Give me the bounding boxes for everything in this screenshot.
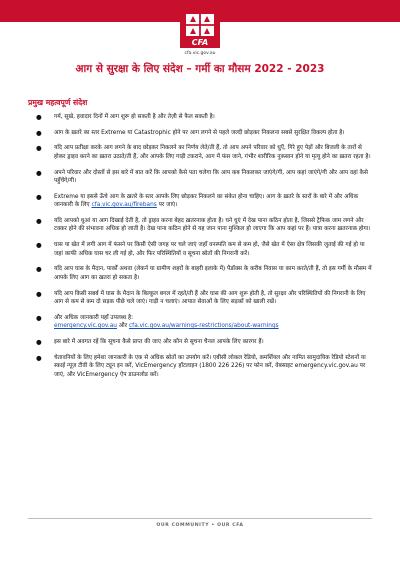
item-text: इस बारे में अवगत रहें कि सूचना कैसे प्राप्त की जाए और कौन से सूचना चैनल आपके लिए कारगर हैं। (54, 338, 264, 345)
footer-divider (28, 518, 372, 519)
list-item (28, 290, 373, 307)
list-item (28, 129, 373, 138)
section-heading: प्रमुख महत्वपूर्ण संदेश (28, 98, 88, 107)
list-item (28, 193, 373, 210)
logo-text: CFA (191, 38, 209, 47)
item-text: घास या खेत में लगी आग में फंसने पर किसी ऐसी जगह पर चले जाएं जहाँ वनस्पति कम से कम हो, जैसे खेत में ऐसा क्षेत्र जिसकी जुताई की गई हो या जहां काफी अधिक घास चर ली गई हो, और फिर परिस्थितियों व सूचना स्रोतों की निगरानी करें। (54, 242, 365, 257)
message-list (28, 113, 373, 386)
list-item (28, 113, 373, 122)
list-item (28, 338, 373, 347)
bullet-icon: ● (36, 353, 42, 362)
list-item (28, 314, 373, 331)
item-text: आग के ख़तरे का स्तर Extreme या Catastrophic होने पर आग लगने से पहले जल्दी छोड़कर निकलना सबसे सुरक्षित विकल्प होता है। (54, 129, 345, 136)
cfa-logo (180, 10, 220, 48)
item-text: चेतावनियों के लिए हमेशा जानकारी के एक से अधिक स्रोतों का उपयोग करें। एबीसी लोकल रेडियो, कमर्शियल और नामित सामुदायिक रेडियो स्टेशनों या स्काई न्यूज़ टीवी के लिए ट्यून इन करें, VicEmergency हॉटलाइन (1800 226 226) पर फोन करें, वेबसाइट emergency.vic.gov.au पर जाएं, और VicEmergency ऐप डाउनलोड करें। (54, 354, 366, 378)
item-text: यदि आप प्रतीक्षा करके आग लगने के बाद छोड़कर निकलने का निर्णय लेते/ती हैं, तो आप अपने परिवार को धुएँ, गिरे हुए पेड़ों और बिजली के तारों से होकर ड्राइव करने का ख़तरा उठाते/ती हैं, और आपके लिए गाड़ी टकराने, आग में फंस जाने, गंभीर शारीरिक नुकसान होने या मृत्यु होने का ख़तरा रहता है। (54, 145, 371, 160)
item-text: यदि आप घास के मैदान, पार्कों अथवा (लेकर्न या ग्रामीण शहरों के बाहरी इलाके में) पैडॉक्स के करीब निवास या काम करते/ती हैं, तो इस गर्मी के मौसम में आपके लिए आग का ख़तरा हो सकता है। (54, 266, 372, 281)
bullet-icon: ● (36, 265, 42, 274)
firebans-link[interactable]: cfa.vic.gov.au/firebans (91, 202, 157, 209)
list-item (28, 217, 373, 234)
bullet-icon: ● (36, 113, 42, 121)
list-item (28, 169, 373, 186)
list-item (28, 241, 373, 258)
bullet-icon: ● (36, 337, 42, 346)
item-text: यदि आप किसी सबर्ब में घास के मैदान के बिल्कुल बगल में रहते/ती हैं और घास की आग शुरू होती है, तो सुरक्षा और परिस्थितियों की निगरानी के लिए आग से कम से कम दो सड़क पीछे चले जाएं। गाड़ी न चलाएं। आपात सेवाओं के लिए सड़कों को खाली रखें। (54, 290, 366, 305)
list-item (28, 265, 373, 282)
bullet-icon: ● (36, 144, 42, 153)
list-item (28, 144, 373, 161)
list-item (28, 354, 373, 380)
item-text-after: पर जाएं। (156, 202, 178, 209)
warnings-link[interactable]: cfa.vic.gov.au/warnings-restrictions/about-warnings (128, 323, 279, 330)
bullet-icon: ● (36, 216, 42, 225)
bullet-icon: ● (36, 168, 42, 177)
logo-url: cfa.vic.gov.au (184, 51, 216, 56)
page-title: आग से सुरक्षा के लिए संदेश – गर्मी का मौसम 2022 - 2023 (75, 63, 325, 75)
item-text: अपने परिवार और दोस्तों से इस बारे में बात करें कि आपको कैसे पता चलेगा कि आप कब निकलकर जाएंगे/गी, आप कहां जाएंगे/गी और आप वहां कैसे पहुँचेंगे/गी। (54, 169, 368, 185)
item-text: Extreme या इससे ऊँचे आग के ख़तरे के स्तर आपके लिए छोड़कर निकलने का संकेत होना चाहिए। आग के ख़तरे के स्तरों के बारे में और अधिक जानकारी के लिए (54, 193, 359, 209)
emergency-link[interactable]: emergency.vic.gov.au (54, 323, 117, 330)
bullet-icon: ● (36, 241, 42, 250)
bullet-icon: ● (36, 128, 42, 137)
item-text: यदि आपको धुआं या आग दिखाई देती है, तो ड्राइव करना बेहद ख़तरनाक होता है। घने धुएं में देख पाना कठिन होता है, जिससे ट्रैफिक जाम लगने और टक्कर होने की संभावना अधिक हो जाती है। देख पाना कठिन होने से यह जान पाना मुश्किल हो जाएगा कि आप कहां पर हैं। यात्रा करना ख़तरनाक होगा। (54, 217, 371, 233)
item-text-after: और (116, 323, 129, 330)
bullet-icon: ● (36, 289, 42, 298)
item-text: और अधिक जानकारी यहाँ उपलब्ध है: (54, 314, 134, 321)
bullet-icon: ● (36, 192, 42, 201)
item-text: गर्म, सूखे, हवादार दिनों में आग शुरू हो सकती है और तेज़ी से फैल सकती है। (54, 114, 215, 120)
footer-text: OUR COMMUNITY • OUR CFA (156, 523, 244, 528)
bullet-icon: ● (36, 313, 42, 322)
